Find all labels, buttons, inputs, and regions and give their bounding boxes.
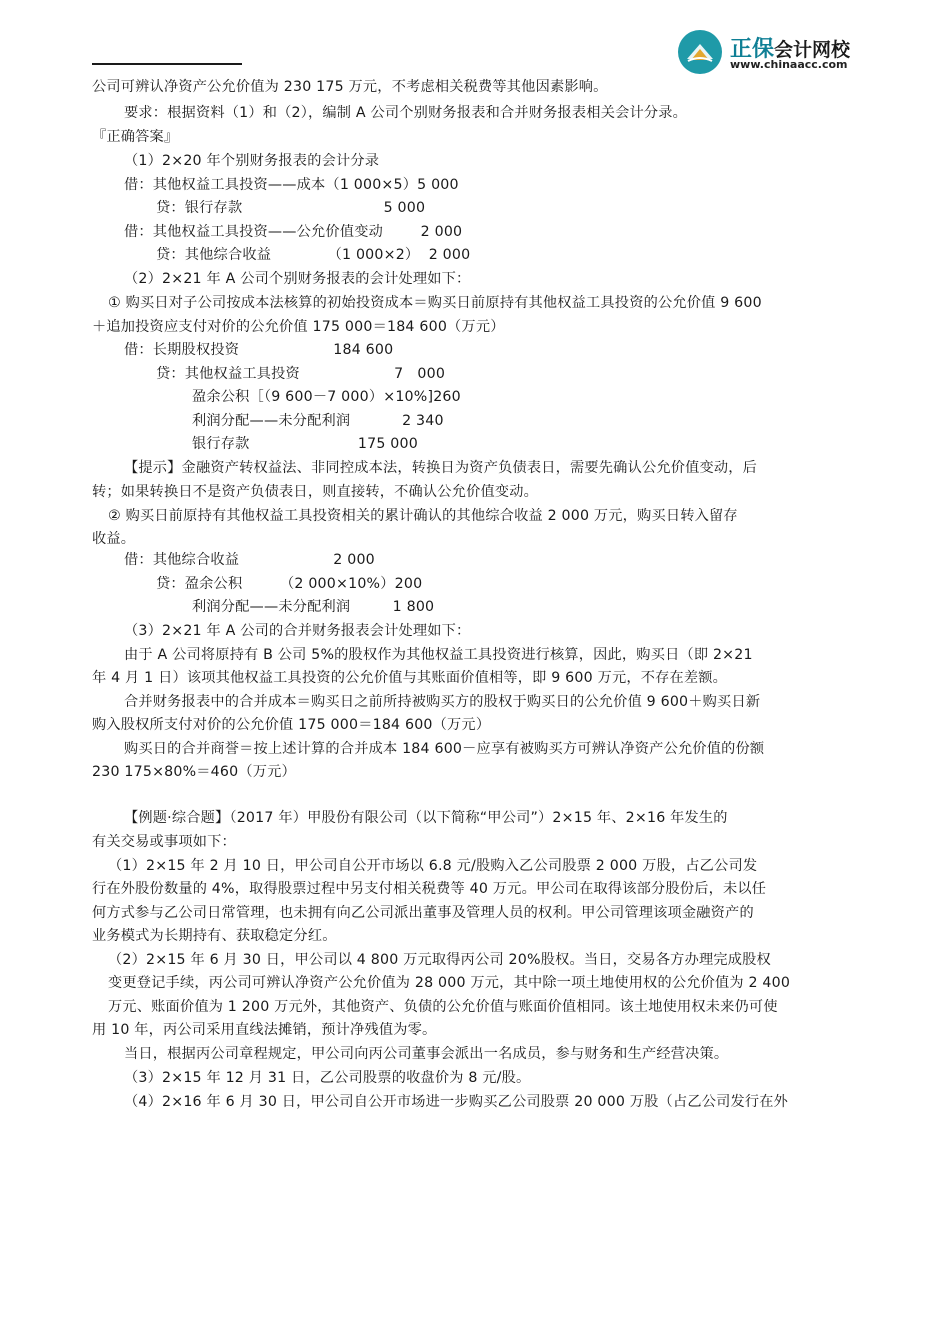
text-line: （4）2×16 年 6 月 30 日，甲公司自公开市场进一步购买乙公司股票 20 000 万股（占乙公司发行在外 bbox=[124, 1094, 789, 1110]
text-line: ① 购买日对子公司按成本法核算的初始投资成本＝购买日前原持有其他权益工具投资的公允价值 9 600 bbox=[108, 295, 762, 311]
text-line: （1）2×20 年个别财务报表的会计分录 bbox=[124, 153, 380, 169]
journal-entry: 利润分配——未分配利润 1 800 bbox=[192, 599, 435, 615]
journal-entry: 贷：其他权益工具投资 7 000 bbox=[156, 366, 446, 382]
text-line: 用 10 年，丙公司采用直线法摊销，预计净残值为零。 bbox=[92, 1022, 437, 1038]
text-line: 公司可辨认净资产公允价值为 230 175 万元，不考虑相关税费等其他因素影响。 bbox=[92, 79, 608, 95]
cropped-line bbox=[92, 60, 242, 65]
text-line: 由于 A 公司将原持有 B 公司 5%的股权作为其他权益工具投资进行核算，因此，购买日（即 2×21 bbox=[124, 647, 753, 663]
text-line: （1）2×15 年 2 月 10 日，甲公司自公开市场以 6.8 元/股购入乙公司股票 2 000 万股，占乙公司发 bbox=[108, 858, 758, 874]
journal-entry: 贷：银行存款 5 000 bbox=[156, 200, 426, 216]
tip-text: 【提示】金融资产转权益法、非同控成本法，转换日为资产负债表日，需要先确认公允价值变动，后 bbox=[124, 460, 758, 476]
journal-entry: 利润分配——未分配利润 2 340 bbox=[192, 413, 444, 429]
journal-entry: 借：其他权益工具投资——公允价值变动 2 000 bbox=[124, 224, 463, 240]
text-line: 变更登记手续，丙公司可辨认净资产公允价值为 28 000 万元，其中除一项土地使用权的公允价值为 2 400 bbox=[108, 975, 791, 991]
text-line: ＋追加投资应支付对价的公允价值 175 000＝184 600（万元） bbox=[92, 319, 505, 335]
brand-url: www.chinaacc.com bbox=[730, 58, 848, 71]
text-line: 年 4 月 1 日）该项其他权益工具投资的公允价值与其账面价值相等，即 9 600 万元，不存在差额。 bbox=[92, 670, 728, 686]
journal-entry: 盈余公积［（9 600－7 000）×10%]260 bbox=[192, 389, 461, 405]
journal-entry: 借：其他权益工具投资——成本（1 000×5）5 000 bbox=[124, 177, 459, 193]
text-line: 业务模式为长期持有、获取稳定分红。 bbox=[92, 928, 337, 944]
journal-entry: 银行存款 175 000 bbox=[192, 436, 418, 452]
text-line: 230 175×80%＝460（万元） bbox=[92, 764, 296, 780]
journal-entry: 借：长期股权投资 184 600 bbox=[124, 342, 394, 358]
brand-logo[interactable] bbox=[678, 28, 878, 80]
text-line: 行在外股份数量的 4%，取得股票过程中另支付相关税费等 40 万元。甲公司在取得该部分股份后，未以任 bbox=[92, 881, 767, 897]
brand-sub: 会计网校 bbox=[774, 39, 851, 61]
text-line: 购买日的合并商誉＝按上述计算的合并成本 184 600－应享有被购买方可辨认净资产公允价值的份额 bbox=[124, 741, 765, 757]
example-heading: 【例题·综合题】（2017 年）甲股份有限公司（以下简称“甲公司”）2×15 年、2×16 年发生的 bbox=[124, 810, 728, 826]
text-line: 有关交易或事项如下： bbox=[92, 834, 236, 850]
text-line: 何方式参与乙公司日常管理，也未拥有向乙公司派出董事及管理人员的权利。甲公司管理该项金融资产的 bbox=[92, 905, 754, 921]
journal-entry: 贷：盈余公积 （2 000×10%）200 bbox=[156, 576, 423, 592]
text-line: 收益。 bbox=[92, 531, 136, 547]
text-line: 万元、账面价值为 1 200 万元外，其他资产、负债的公允价值与账面价值相同。该土地使用权未来仍可使 bbox=[108, 999, 778, 1015]
answer-heading: 『正确答案』 bbox=[92, 129, 179, 145]
brand-main: 正保 bbox=[730, 37, 775, 62]
text-line: （2）2×21 年 A 公司个别财务报表的会计处理如下： bbox=[124, 271, 471, 287]
text-line: （2）2×15 年 6 月 30 日，甲公司以 4 800 万元取得丙公司 20%股权。当日，交易各方办理完成股权 bbox=[108, 952, 771, 968]
tip-text: 转；如果转换日不是资产负债表日，则直接转，不确认公允价值变动。 bbox=[92, 484, 539, 500]
text-line: 当日，根据丙公司章程规定，甲公司向丙公司董事会派出一名成员，参与财务和生产经营决策。 bbox=[124, 1046, 729, 1062]
text-line: ② 购买日前原持有其他权益工具投资相关的累计确认的其他综合收益 2 000 万元，购买日转入留存 bbox=[108, 508, 738, 524]
journal-entry: 贷：其他综合收益 （1 000×2） 2 000 bbox=[156, 247, 471, 263]
journal-entry: 借：其他综合收益 2 000 bbox=[124, 552, 375, 568]
text-line: 购入股权所支付对价的公允价值 175 000＝184 600（万元） bbox=[92, 717, 491, 733]
text-line: 合并财务报表中的合并成本＝购买日之前所持被购买方的股权于购买日的公允价值 9 600＋购买日新 bbox=[124, 694, 761, 710]
text-line: （3）2×15 年 12 月 31 日，乙公司股票的收盘价为 8 元/股。 bbox=[124, 1070, 531, 1086]
book-icon bbox=[678, 30, 722, 74]
text-line: （3）2×21 年 A 公司的合并财务报表会计处理如下： bbox=[124, 623, 471, 639]
question-requirement: 要求：根据资料（1）和（2），编制 A 公司个别财务报表和合并财务报表相关会计分录。 bbox=[124, 105, 688, 121]
